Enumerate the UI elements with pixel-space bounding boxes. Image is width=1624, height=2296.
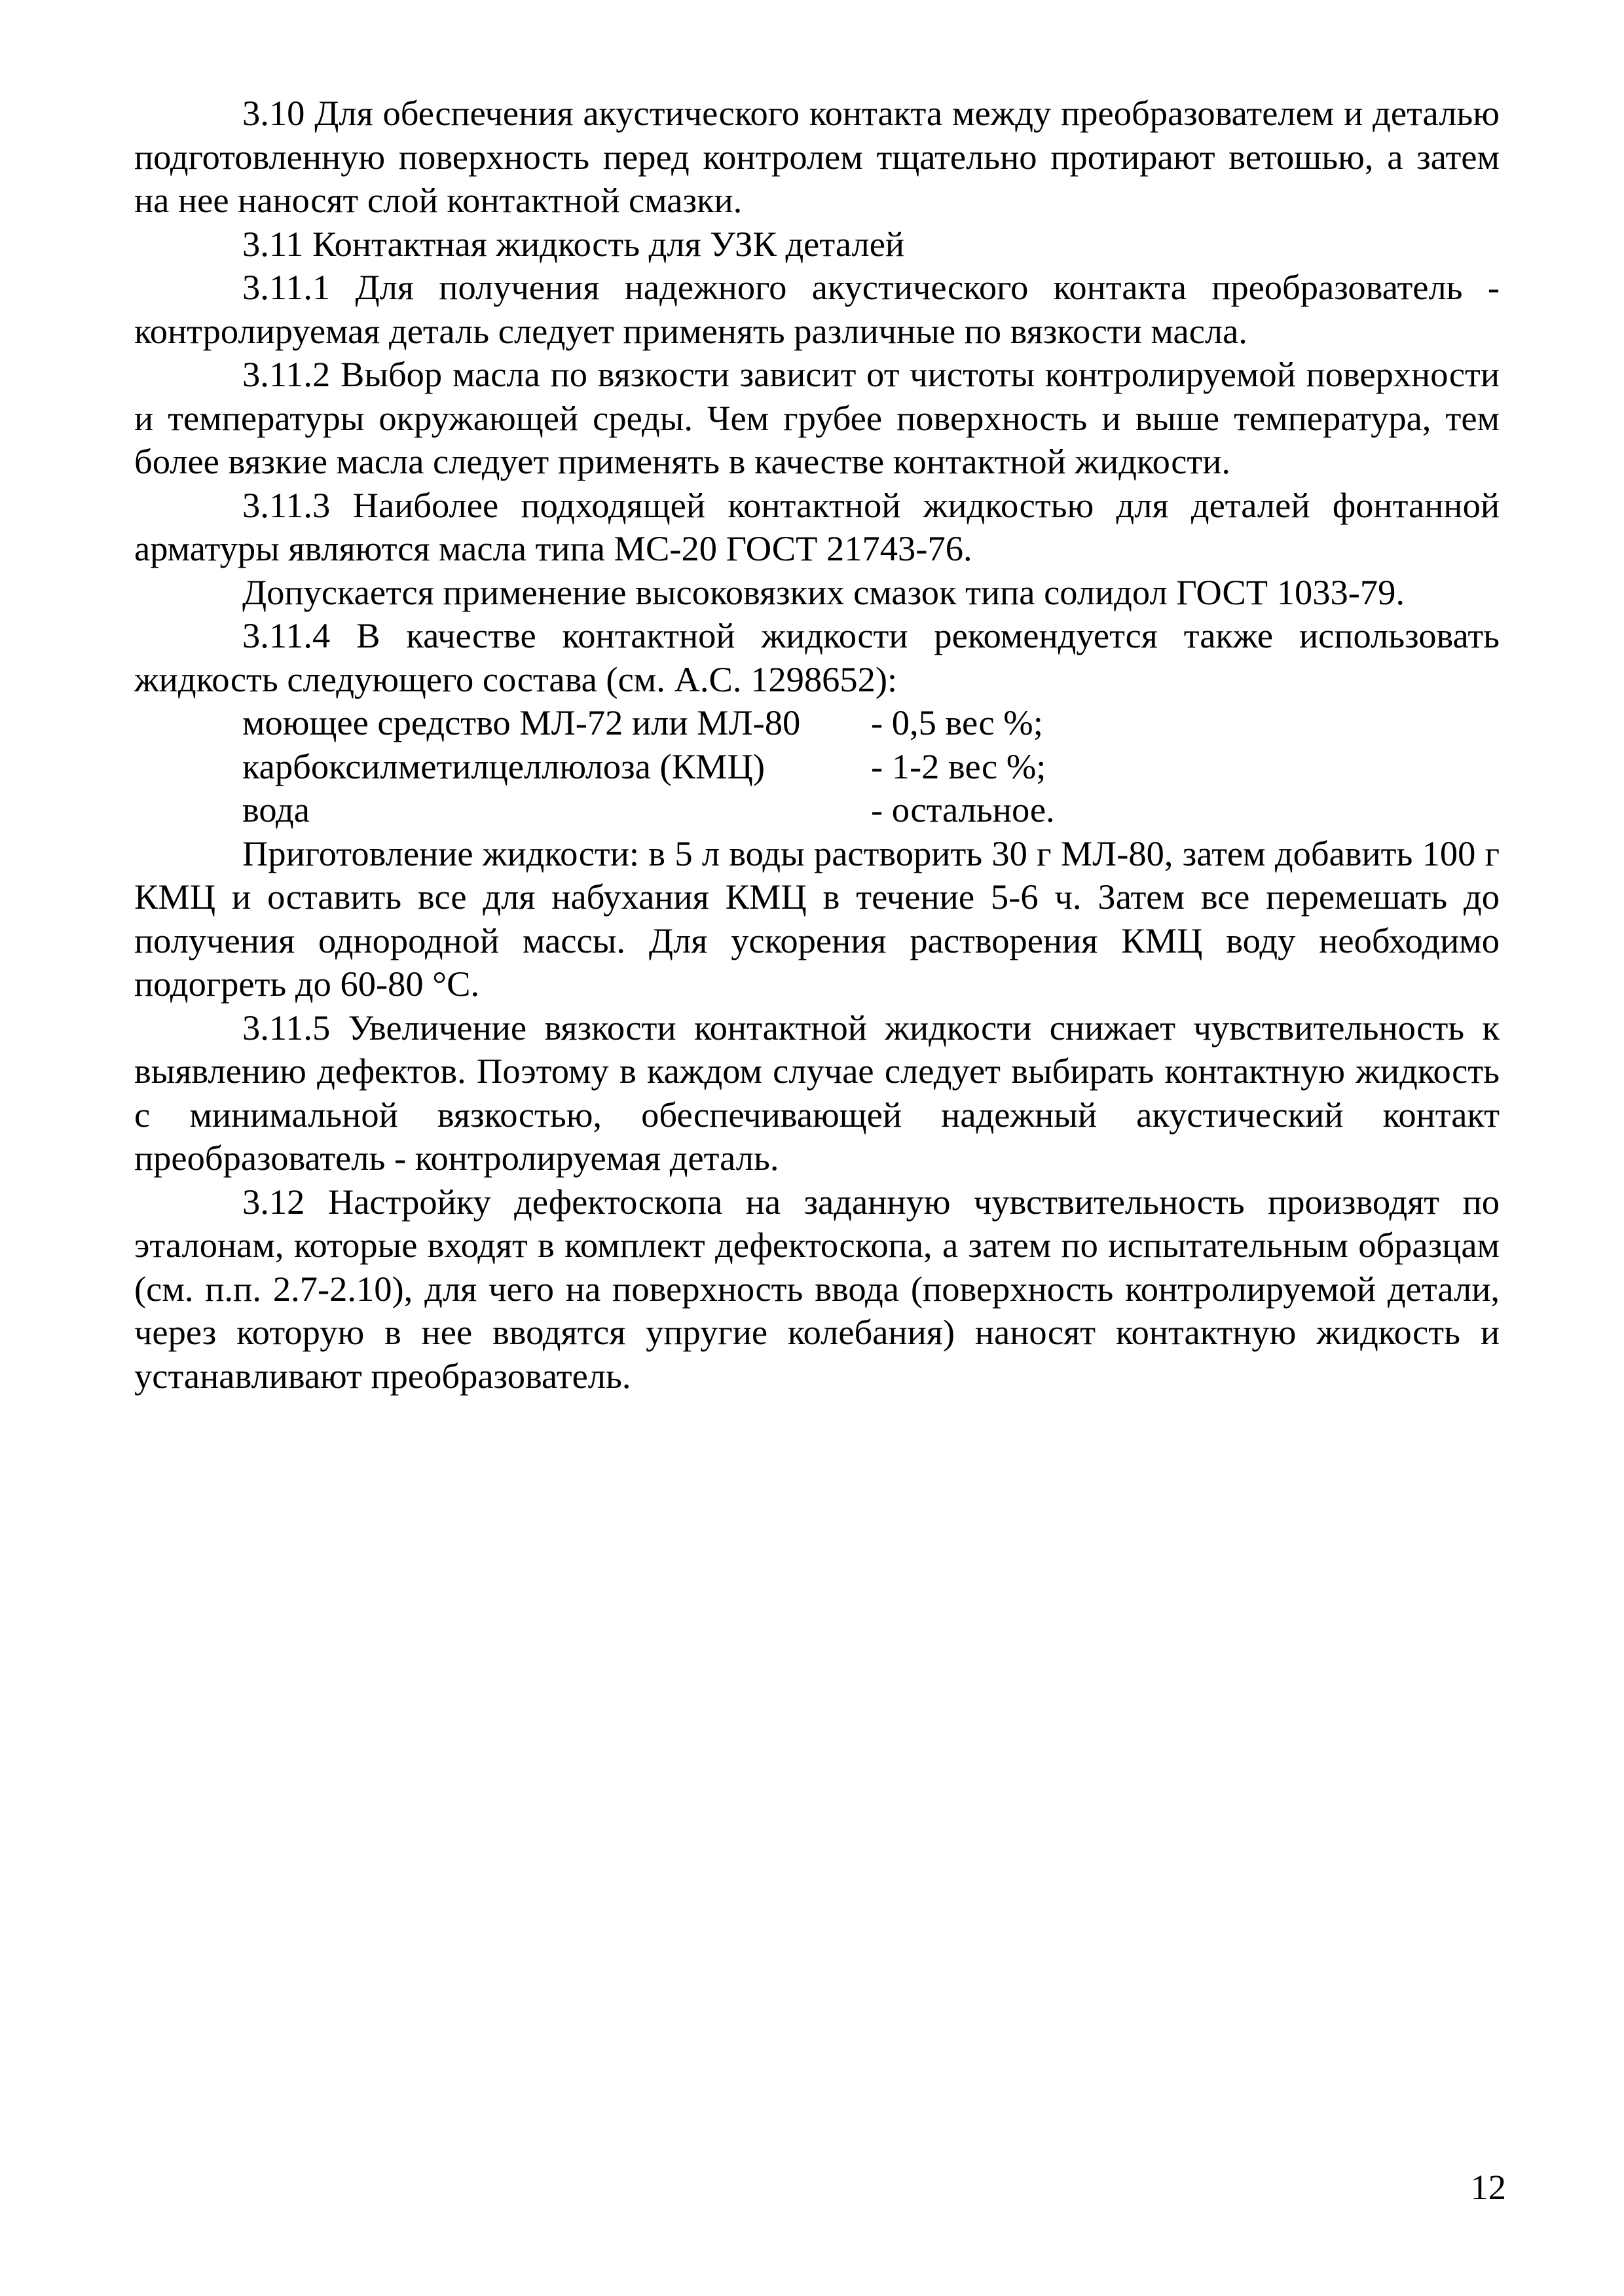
- paragraph-3-11-3: 3.11.3 Наиболее подходящей контактной жидкостью для деталей фонтанной арматуры являются масла типа МС-20 ГОСТ 21743-76.: [134, 484, 1500, 568]
- composition-list: [134, 701, 1500, 832]
- paragraph-3-11: 3.11 Контактная жидкость для УЗК деталей: [242, 223, 905, 264]
- paragraph-3-12: 3.12 Настройку дефектоскопа на заданную чувствительность производят по эталонам, которые входят в комплект дефектоскопа, а затем по испытательным образцам (см. п.п. 2.7-2.10), для чего на поверхность ввода (поверхность контролируемой детали, через которую в нее вводятся упругие колебания) наносят контактную жидкость и устанавливают преобразователь.: [134, 1181, 1500, 1396]
- composition-row: [242, 745, 1500, 789]
- composition-component: моющее средство МЛ-72 или МЛ-80: [242, 702, 801, 742]
- page-number: 12: [1470, 2167, 1506, 2207]
- composition-amount: - остальное.: [871, 790, 1055, 829]
- paragraph-preparation: Приготовление жидкости: в 5 л воды растворить 30 г МЛ-80, затем добавить 100 г КМЦ и оставить все для набухания КМЦ в течение 5-6 ч. Затем все перемешать до получения однородной массы. Для ускорения растворения КМЦ воду необходимо подогреть до 60-80 °С.: [134, 833, 1500, 1004]
- composition-amount: - 1-2 вес %;: [871, 746, 1046, 786]
- paragraph-3-11-1: 3.11.1 Для получения надежного акустического контакта преобразователь - контролируемая деталь следует применять различные по вязкости масла.: [134, 267, 1500, 351]
- composition-amount: - 0,5 вес %;: [871, 702, 1043, 742]
- paragraph-3-11-2: 3.11.2 Выбор масла по вязкости зависит от чистоты контролируемой поверхности и температуры окружающей среды. Чем грубее поверхность и выше температура, тем более вязкие масла следует применять в качестве контактной жидкости.: [134, 354, 1500, 481]
- paragraph-3-11-5: 3.11.5 Увеличение вязкости контактной жидкости снижает чувствительность к выявлению дефектов. Поэтому в каждом случае следует выбирать контактную жидкость с минимальной вязкостью, обеспечивающей надежный акустический контакт преобразователь - контролируемая деталь.: [134, 1007, 1500, 1178]
- composition-component: вода: [242, 790, 310, 829]
- paragraph-allowed-greases: Допускается применение высоковязких смазок типа солидол ГОСТ 1033-79.: [242, 572, 1405, 612]
- paragraph-3-10: 3.10 Для обеспечения акустического контакта между преобразователем и деталью подготовленную поверхность перед контролем тщательно протирают ветошью, а затем на нее наносят слой контактной смазки.: [134, 93, 1500, 220]
- composition-component: карбоксилметилцеллюлоза (КМЦ): [242, 746, 765, 786]
- paragraph-3-11-4: 3.11.4 В качестве контактной жидкости рекомендуется также использовать жидкость следующего состава (см. А.С. 1298652):: [134, 615, 1500, 699]
- document-body: [134, 92, 1500, 1398]
- composition-row: [242, 701, 1500, 745]
- composition-row: [242, 788, 1500, 832]
